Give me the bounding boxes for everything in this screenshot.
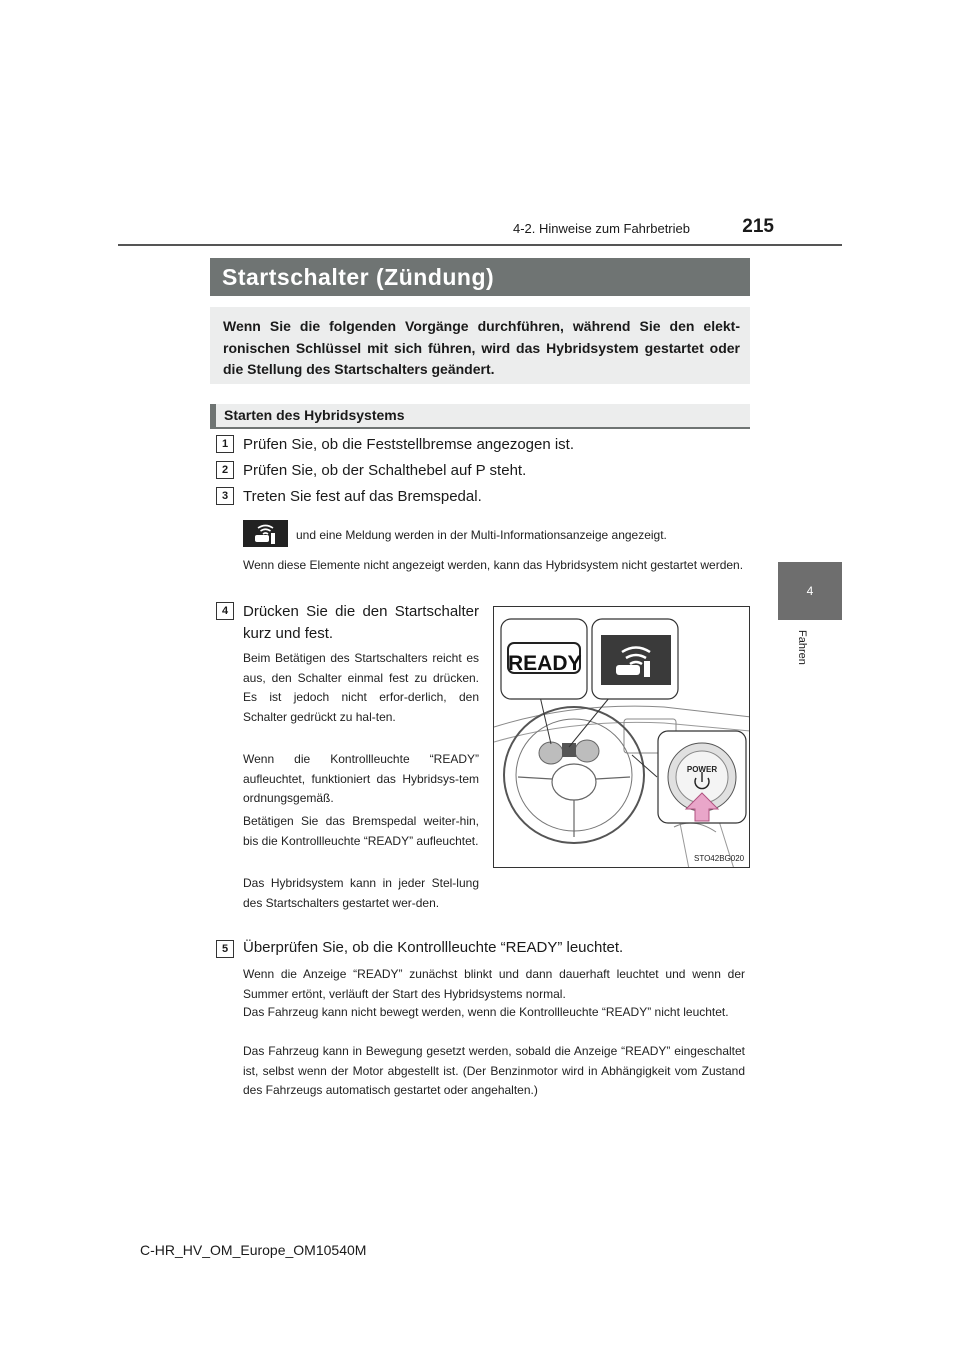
intro-box: Wenn Sie die folgenden Vorgänge durchführen, während Sie den elekt-ronischen Schlüssel mit sich führen, wird das Hybridsystem gestartet oder die Stellung des Startschalters geändert. — [210, 307, 750, 384]
step-number-3: 3 — [216, 487, 234, 505]
indicator-note: und eine Meldung werden in der Multi-Informationsanzeige angezeigt. — [296, 528, 667, 542]
document-footer: C-HR_HV_OM_Europe_OM10540M — [140, 1242, 367, 1258]
subheading: Starten des Hybridsystems — [210, 404, 750, 429]
step3-note: Wenn diese Elemente nicht angezeigt werden, kann das Hybridsystem nicht gestartet werden. — [243, 558, 744, 572]
dashboard-illustration — [494, 607, 750, 868]
step-text-2: Prüfen Sie, ob der Schalthebel auf P steht. — [243, 462, 527, 479]
dashboard-figure — [493, 606, 750, 868]
step-text-1: Prüfen Sie, ob die Feststellbremse angezogen ist. — [243, 436, 575, 453]
step-number-2: 2 — [216, 461, 234, 479]
step4-note-2: Wenn die Kontrollleuchte “READY” aufleuchtet, funktioniert das Hybridsys-tem ordnungsgemäß. — [243, 752, 479, 805]
step5-note-1: Wenn die Anzeige “READY” zunächst blinkt und dann dauerhaft leuchtet und wenn der Summer ertönt, verläuft der Start des Hybridsystems normal. — [243, 967, 745, 1001]
step-number-1: 1 — [216, 435, 234, 453]
step-text-5: Überprüfen Sie, ob die Kontrollleuchte “READY” leuchtet. — [243, 939, 624, 956]
ready-indicator-label: READY — [508, 652, 582, 675]
step-number-5: 5 — [216, 940, 234, 958]
step5-note-2: Das Fahrzeug kann nicht bewegt werden, wenn die Kontrollleuchte “READY” nicht leuchtet. — [243, 1005, 729, 1019]
chapter-label: Fahren — [796, 630, 808, 665]
chapter-tab: 4 — [778, 562, 842, 620]
figure-code: STO42BG020 — [694, 854, 745, 863]
step-text-4: Drücken Sie die den Startschalter kurz und fest. — [243, 603, 479, 642]
step4-note-1: Beim Betätigen des Startschalters reicht es aus, den Schalter einmal fest zu drücken. Es ist jedoch nicht erfor-derlich, den Schalter gedrückt zu hal-ten. — [243, 651, 479, 724]
step4-note-4: Das Hybridsystem kann in jeder Stel-lung des Startschalters gestartet wer-den. — [243, 876, 479, 910]
page-number: 215 — [742, 216, 774, 237]
hybrid-start-indicator-icon — [243, 520, 288, 547]
page-title: Startschalter (Zündung) — [210, 258, 750, 296]
step5-note-3: Das Fahrzeug kann in Bewegung gesetzt werden, sobald die Anzeige “READY” eingeschaltet ist, selbst wenn der Motor abgestellt ist. (Der Benzinmotor wird in Abhängigkeit vom Zustand des Fahrzeugs automatisch gestartet oder angehalten.) — [243, 1044, 745, 1097]
step-text-3: Treten Sie fest auf das Bremspedal. — [243, 488, 482, 505]
step4-note-3: Betätigen Sie das Bremspedal weiter-hin, bis die Kontrollleuchte “READY” aufleuchtet. — [243, 814, 479, 848]
step-number-4: 4 — [216, 602, 234, 620]
power-button-label: POWER — [686, 765, 718, 774]
header-divider — [118, 244, 842, 246]
section-reference: 4-2. Hinweise zum Fahrbetrieb — [512, 221, 690, 236]
